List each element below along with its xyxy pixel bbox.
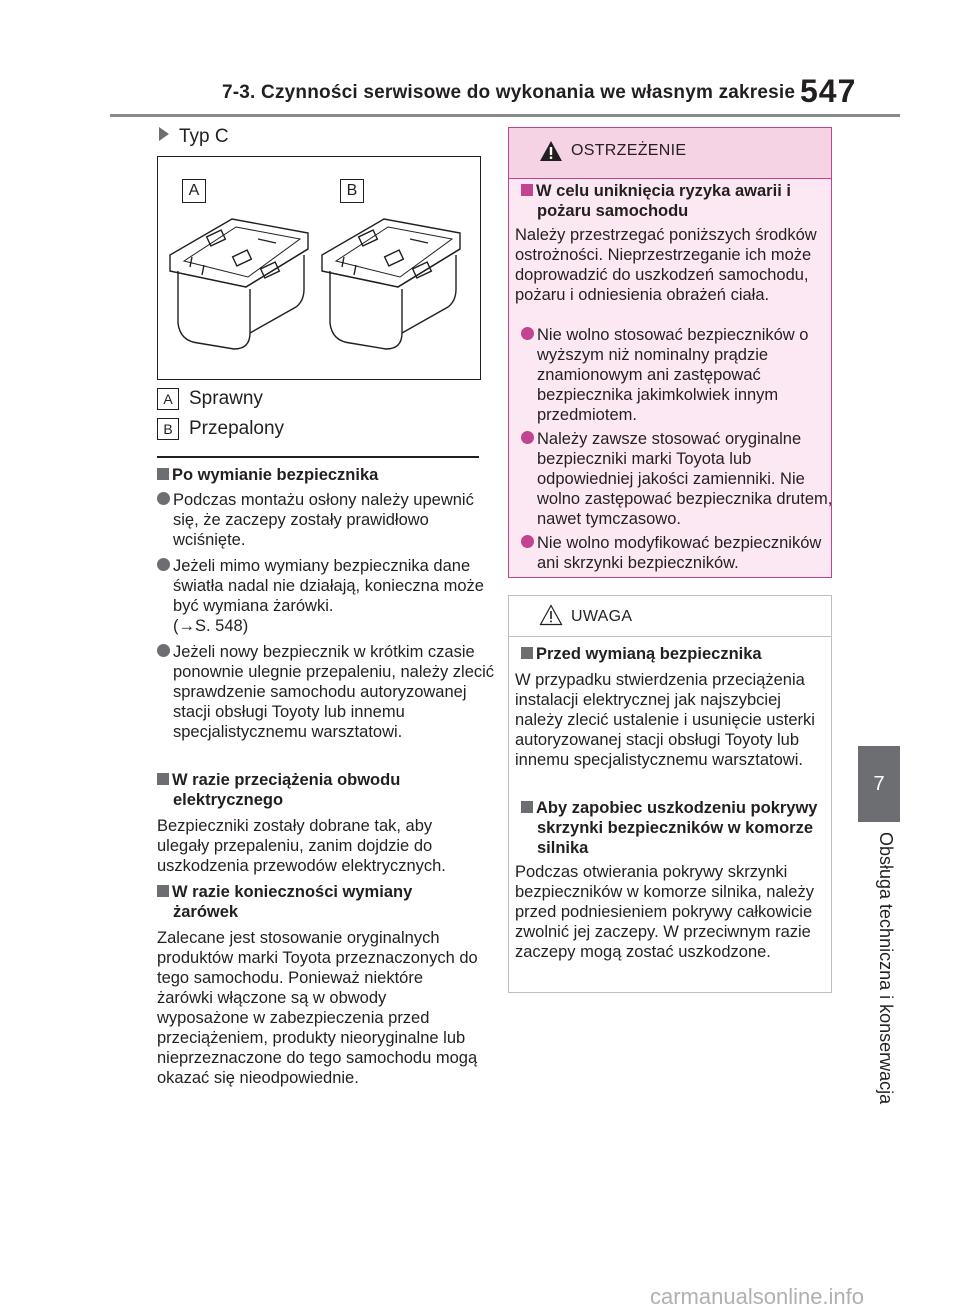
triangle-bullet-icon	[159, 127, 169, 141]
bullet-text: Podczas montażu osłony należy upewnić się, że zaczepy zostały prawidłowo wciśnięte.	[173, 491, 474, 549]
warning-subtitle-text: W celu uniknięcia ryzyka awarii i pożaru samochodu	[536, 182, 791, 220]
section-title	[157, 882, 481, 922]
section-title	[157, 465, 481, 485]
square-bullet-icon	[521, 647, 533, 659]
square-bullet-icon	[521, 801, 533, 813]
legend-text-b: Przepalony	[189, 418, 285, 440]
round-bullet-icon	[157, 558, 170, 571]
notice-box	[508, 595, 832, 993]
warning-subtitle	[515, 181, 847, 221]
warning-bullet	[515, 533, 847, 573]
bullet-item	[157, 642, 497, 742]
notice-section-title	[515, 644, 847, 664]
type-label: Typ C	[179, 126, 229, 147]
round-bullet-icon	[521, 431, 534, 444]
caution-triangle-icon	[539, 604, 563, 626]
notice-section-text: W przypadku stwierdzenia przeciążenia instalacji elektrycznej jak najszybciej należy zlecić ustalenie i usunięcie usterki autoryzowanej stacji obsługi Toyoty lub innemu specjalistycznemu warsztatowi.	[515, 671, 815, 769]
chapter-tab[interactable]: 7	[858, 746, 900, 822]
page-header	[0, 0, 960, 118]
figure-label-b: B	[340, 179, 364, 203]
type-heading	[157, 126, 229, 148]
warning-bullet-text: Nie wolno modyfikować bezpieczników ani skrzynki bezpieczników.	[537, 534, 822, 572]
section-bulbs	[157, 882, 481, 1088]
notice-section-title-text: Przed wymianą bezpiecznika	[536, 645, 762, 663]
legend-text-a: Sprawny	[189, 388, 263, 410]
bullet-text: Jeżeli nowy bezpiecznik w krótkim czasie ponownie ulegnie przepaleniu, należy zlecić sprawdzenie samochodu autoryzowanej stacji obsługi Toyoty lub innemu specjalistycznemu warsztatowi.	[173, 643, 495, 741]
notice-section-title-text: Aby zapobiec uszkodzeniu pokrywy skrzynki bezpieczników w komorze silnika	[536, 799, 818, 857]
bullet-text: Jeżeli mimo wymiany bezpiecznika dane światła nadal nie działają, konieczna może być wymiana żarówki.	[173, 557, 484, 615]
round-bullet-icon	[521, 535, 534, 548]
warning-bullet-text: Należy zawsze stosować oryginalne bezpieczniki marki Toyota lub odpowiedniej jakości zamienniki. Nie wolno zastępować bezpiecznika drutem, nawet tymczasowo.	[537, 430, 833, 528]
warning-body	[509, 179, 831, 577]
notice-title: UWAGA	[571, 608, 633, 625]
bullet-item	[157, 556, 497, 636]
warning-title: OSTRZEŻENIE	[571, 142, 687, 159]
page-reference[interactable]: (→S. 548)	[173, 617, 249, 635]
fuse-illustration	[157, 156, 481, 380]
section-overload	[157, 770, 481, 876]
warning-bullet	[515, 429, 847, 529]
notice-section-title	[515, 798, 847, 858]
square-bullet-icon	[157, 885, 169, 897]
warning-bullet	[515, 325, 847, 425]
notice-header	[509, 596, 831, 637]
warning-intro: Należy przestrzegać poniższych środków ostrożności. Nieprzestrzeganie ich może doprowadzić do uszkodzeń samochodu, pożaru i odniesienia obrażeń ciała.	[515, 226, 817, 304]
section-text: Zalecane jest stosowanie oryginalnych produktów marki Toyota przeznaczonych do tego samochodu. Ponieważ niektóre żarówki włączone są w obwody wyposażone w zabezpieczenia przed przeciążeniem, produkty nieoryginalne lub nieprzeznaczone do tego samochodu mogą okazać się nieodpowiednie.	[157, 929, 478, 1087]
chapter-side-label: Obsługa techniczna i konserwacja	[876, 832, 896, 1105]
square-bullet-icon	[521, 184, 533, 196]
section-divider	[157, 456, 479, 458]
section-fuse-replacement	[157, 465, 481, 485]
page-number: 547	[800, 73, 857, 109]
figure-label-a: A	[182, 179, 206, 203]
legend-item-a	[157, 388, 263, 410]
warning-box	[508, 127, 832, 578]
square-bullet-icon	[157, 773, 169, 785]
notice-section-text: Podczas otwierania pokrywy skrzynki bezpieczników w komorze silnika, należy przed podniesieniem pokrywy całkowicie zwolnić jej zaczepy. W przeciwnym razie zaczepy mogą zostać uszkodzone.	[515, 863, 814, 961]
warning-header	[509, 128, 831, 179]
round-bullet-icon	[521, 327, 534, 340]
section-title-text: Po wymianie bezpiecznika	[172, 466, 379, 484]
section-title-text: W razie konieczności wymiany żarówek	[172, 883, 413, 921]
legend-letter-a: A	[157, 388, 179, 410]
warning-bullet-text: Nie wolno stosować bezpieczników o wyższym niż nominalny prądzie znamionowym ani zastępować bezpiecznika jakimkolwiek innym przedmiotem.	[537, 326, 809, 424]
warning-triangle-icon	[539, 140, 563, 162]
legend-letter-b: B	[157, 418, 179, 440]
round-bullet-icon	[157, 644, 170, 657]
bullet-item	[157, 490, 497, 550]
section-title-text: W razie przeciążenia obwodu elektrycznego	[172, 771, 401, 809]
header-divider	[110, 114, 900, 117]
section-title	[157, 770, 481, 810]
section-text: Bezpieczniki zostały dobrane tak, aby ulegały przepaleniu, zanim dojdzie do uszkodzenia przewodów elektrycznych.	[157, 817, 446, 875]
chapter-title: 7-3. Czynności serwisowe do wykonania we własnym zakresie	[222, 82, 796, 103]
watermark: carmanualsonline.info	[650, 1284, 865, 1309]
round-bullet-icon	[157, 492, 170, 505]
square-bullet-icon	[157, 468, 169, 480]
fuse-drawing	[158, 157, 480, 379]
legend-item-b	[157, 418, 284, 440]
